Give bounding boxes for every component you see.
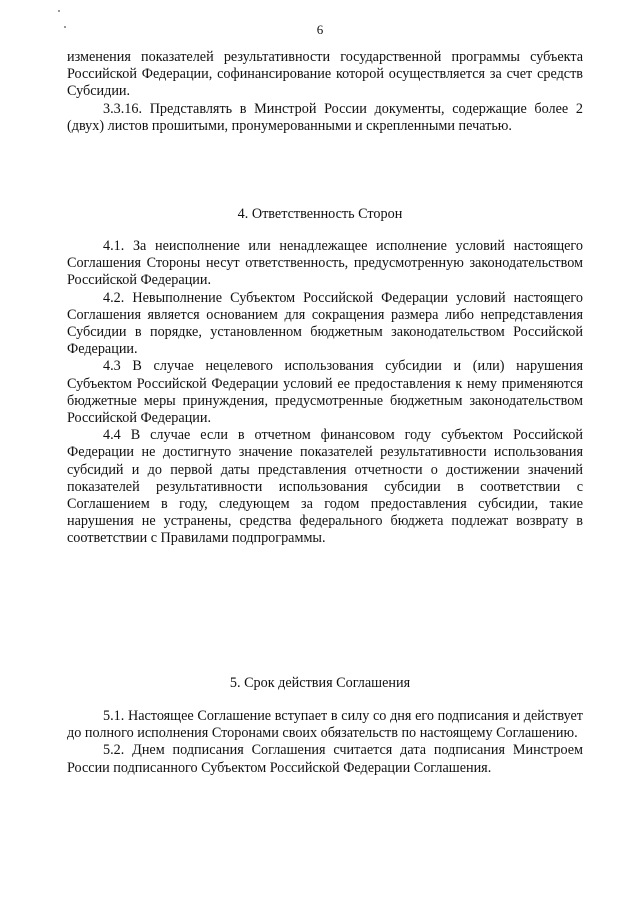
clause-4-3: 4.3 В случае нецелевого использования субсидии и (или) нарушения Субъектом Российской Федерации условий ее предоставления к нему применяются бюджетные меры принуждения, предусмотренные бюджетным законодательством Российской Федерации. <box>67 358 583 427</box>
clause-5-1: 5.1. Настоящее Соглашение вступает в силу со дня его подписания и действует до полного исполнения Сторонами своих обязательств по настоящему Соглашению. <box>67 708 583 742</box>
continuation-paragraph: изменения показателей результативности государственной программы субъекта Российской Федерации, софинансирование которой осуществляется за счет средств Субсидии. <box>67 49 583 100</box>
section-5-heading: 5. Срок действия Соглашения <box>229 675 411 691</box>
section-4-heading: 4. Ответственность Сторон <box>237 206 403 222</box>
continuation-block <box>67 49 583 135</box>
clause-5-2: 5.2. Днем подписания Соглашения считается дата подписания Минстроем России подписанного Субъектом Российской Федерации Соглашения. <box>67 742 583 776</box>
item-3-3-16: 3.3.16. Представлять в Минстрой России документы, содержащие более 2 (двух) листов прошитыми, пронумерованными и скрепленными печатью. <box>67 100 583 134</box>
section-5-body <box>67 708 583 777</box>
section-4-body <box>67 238 583 548</box>
clause-4-1: 4.1. За неисполнение или ненадлежащее исполнение условий настоящего Соглашения Стороны несут ответственность, предусмотренную законодательством Российской Федерации. <box>67 238 583 289</box>
page-number: 6 <box>316 22 324 37</box>
clause-4-4: 4.4 В случае если в отчетном финансовом году субъектом Российской Федерации не достигнуто значение показателей результативности использования субсидий и до первой даты представления отчетности о достижении значений показателей результативности использования субсидии в соответствии с Соглашением в году, следующем за годом предоставления субсидии, такие нарушения не устранены, средства федерального бюджета подлежат возврату в соответствии с Правилами подпрограммы. <box>67 427 583 547</box>
clause-4-2: 4.2. Невыполнение Субъектом Российской Федерации условий настоящего Соглашения является основанием для сокращения размера либо непредставления Субсидии в порядке, установленном бюджетным законодательством Российской Федерации. <box>67 289 583 358</box>
scan-speck <box>58 10 60 12</box>
